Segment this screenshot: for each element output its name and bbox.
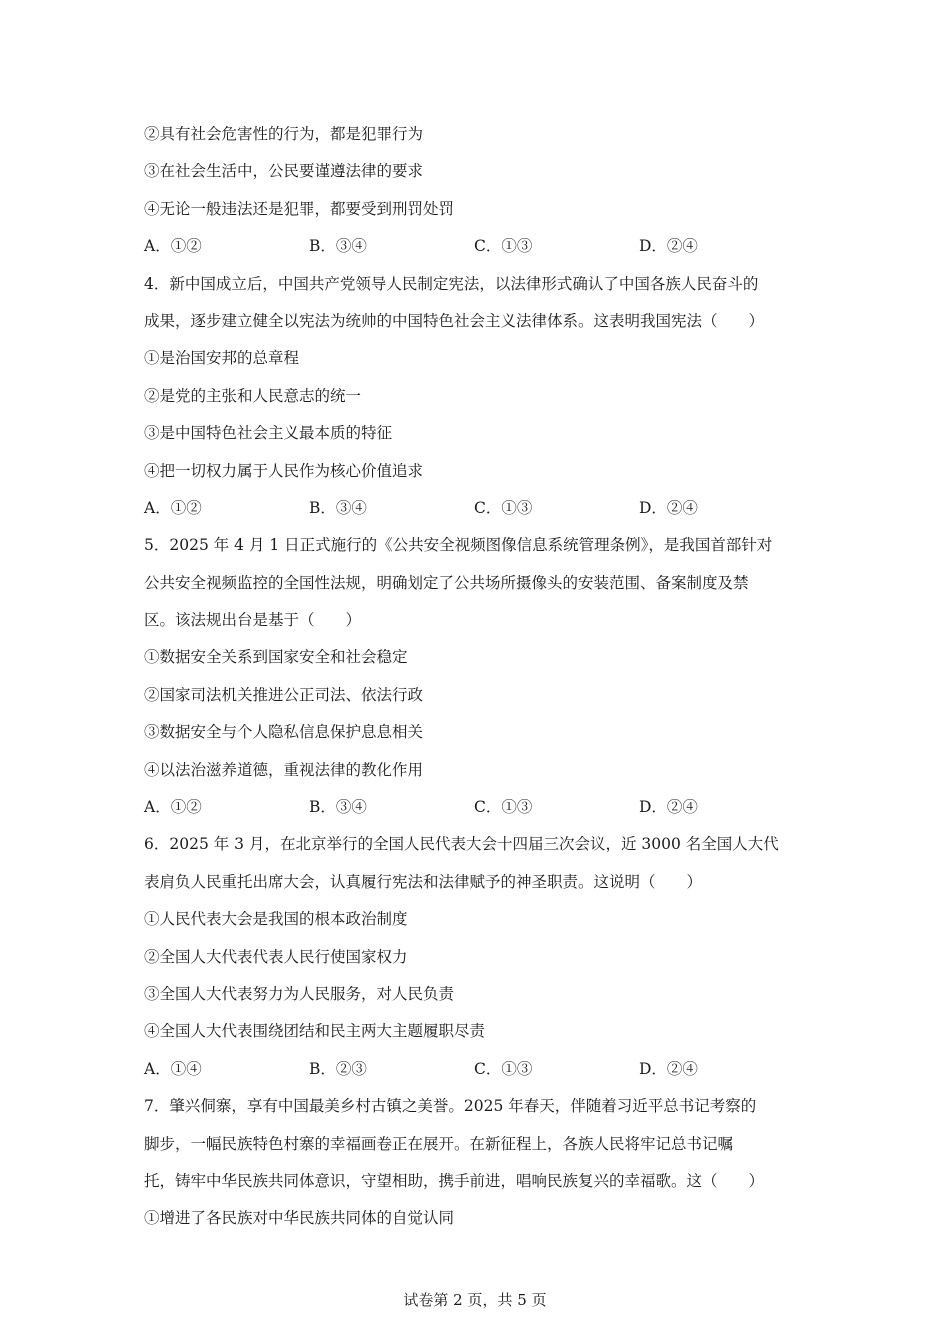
q3-item-4: ④无论一般违法还是犯罪，都要受到刑罚处罚 [144,199,455,218]
q7-item-1: ①增进了各民族对中华民族共同体的自觉认同 [144,1209,455,1228]
q6-option-c: C．①③ [474,1059,533,1078]
q6-item-2: ②全国人大代表代表人民行使国家权力 [144,947,408,966]
q6-option-b: B．②③ [309,1059,367,1078]
q5-item-2: ②国家司法机关推进公正司法、依法行政 [144,685,424,704]
q3-item-3: ③在社会生活中，公民要谨遵法律的要求 [144,162,424,181]
q5-options [144,789,814,826]
q4-options [144,490,814,527]
q6-item-4: ④全国人大代表围绕团结和民主两大主题履职尽责 [144,1022,486,1041]
q5-option-c: C．①③ [474,798,533,817]
q6-item-1: ①人民代表大会是我国的根本政治制度 [144,910,408,929]
q5-option-b: B．③④ [309,798,367,817]
q6-stem-line-2: 表肩负人民重托出席大会，认真履行宪法和法律赋予的神圣职责。这说明（ ） [144,872,703,891]
q4-stem-line-1: 4．新中国成立后，中国共产党领导人民制定宪法，以法律形式确认了中国各族人民奋斗的 [144,274,759,293]
q5-option-d: D．②④ [639,798,698,817]
q7-stem-line-2: 脚步，一幅民族特色村寨的幸福画卷正在展开。在新征程上，各族人民将牢记总书记嘱 [144,1134,734,1153]
q5-option-a: A．①② [144,798,202,817]
q3-option-a: A．①② [144,237,202,256]
page-content [144,116,814,1238]
q6-options [144,1051,814,1088]
q4-item-4: ④把一切权力属于人民作为核心价值追求 [144,461,424,480]
q6-option-d: D．②④ [639,1059,698,1078]
q4-option-c: C．①③ [474,498,533,517]
q4-item-2: ②是党的主张和人民意志的统一 [144,386,362,405]
q4-option-d: D．②④ [639,498,698,517]
q5-stem-line-2: 公共安全视频监控的全国性法规，明确划定了公共场所摄像头的安装范围、备案制度及禁 [144,573,749,592]
q4-item-3: ③是中国特色社会主义最本质的特征 [144,424,393,443]
q4-stem-line-2: 成果，逐步建立健全以宪法为统帅的中国特色社会主义法律体系。这表明我国宪法（ ） [144,311,765,330]
q5-item-4: ④以法治滋养道德，重视法律的教化作用 [144,760,424,779]
q4-option-a: A．①② [144,498,202,517]
q5-stem-line-3: 区。该法规出台是基于（ ） [144,611,362,630]
q7-stem-line-1: 7．肇兴侗寨，享有中国最美乡村古镇之美誉。2025 年春天，伴随着习近平总书记考察的 [144,1097,757,1116]
q3-option-d: D．②④ [639,237,698,256]
q6-item-3: ③全国人大代表努力为人民服务，对人民负责 [144,984,455,1003]
page-footer: 试卷第 2 页，共 5 页 [403,1291,547,1309]
q5-item-1: ①数据安全关系到国家安全和社会稳定 [144,648,408,667]
q6-stem-line-1: 6．2025 年 3 月，在北京举行的全国人民代表大会十四届三次会议，近 3000 名全国人大代 [144,835,779,854]
q3-options [144,228,814,265]
q3-item-2: ②具有社会危害性的行为，都是犯罪行为 [144,125,424,143]
q3-option-c: C．①③ [474,237,533,256]
q3-option-b: B．③④ [309,237,367,256]
q4-item-1: ①是治国安邦的总章程 [144,349,300,368]
q5-stem-line-1: 5．2025 年 4 月 1 日正式施行的《公共安全视频图像信息系统管理条例》，是我国首部针对 [144,536,773,555]
q7-stem-line-3: 托，铸牢中华民族共同体意识，守望相助，携手前进，唱响民族复兴的幸福歌。这（ ） [144,1171,765,1190]
q4-option-b: B．③④ [309,498,367,517]
q5-item-3: ③数据安全与个人隐私信息保护息息相关 [144,723,424,742]
q6-option-a: A．①④ [144,1059,202,1078]
